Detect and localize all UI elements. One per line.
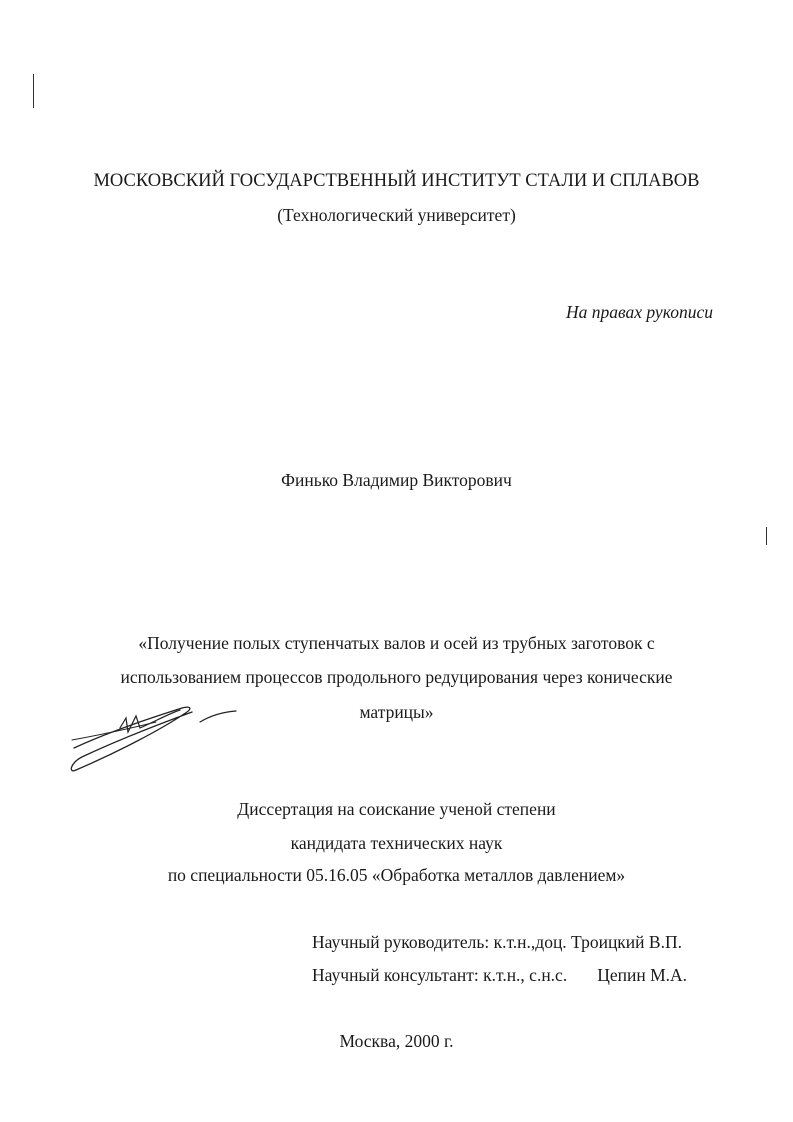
scientific-consultant (312, 964, 687, 986)
degree-line-1: Диссертация на соискание ученой степени (237, 799, 556, 819)
specialty-line: по специальности 05.16.05 «Обработка металлов давлением» (167, 865, 626, 885)
degree-line-2: кандидата технических наук (290, 833, 503, 853)
dissertation-title-line-3: матрицы» (359, 702, 434, 722)
scan-margin-mark-right (766, 527, 767, 545)
consultant-name: Цепин М.А. (597, 965, 688, 985)
city-year: Москва, 2000 г. (339, 1031, 454, 1051)
institute-name: МОСКОВСКИЙ ГОСУДАРСТВЕННЫЙ ИНСТИТУТ СТАЛИ И СПЛАВОВ (93, 171, 700, 191)
author-name: Финько Владимир Викторович (281, 470, 512, 490)
university-subtitle: (Технологический университет) (277, 205, 516, 225)
scientific-advisor: Научный руководитель: к.т.н.,доц. Троицкий В.П. (312, 932, 682, 952)
manuscript-note: На правах рукописи (566, 302, 713, 322)
scan-margin-mark (33, 74, 34, 108)
handwritten-signature (64, 700, 244, 780)
dissertation-title-line-1: «Получение полых ступенчатых валов и осей из трубных заготовок с (138, 633, 655, 653)
consultant-label: Научный консультант: к.т.н., с.н.с. (312, 965, 568, 985)
dissertation-title-line-2: использованием процессов продольного редуцирования через конические (120, 667, 673, 687)
